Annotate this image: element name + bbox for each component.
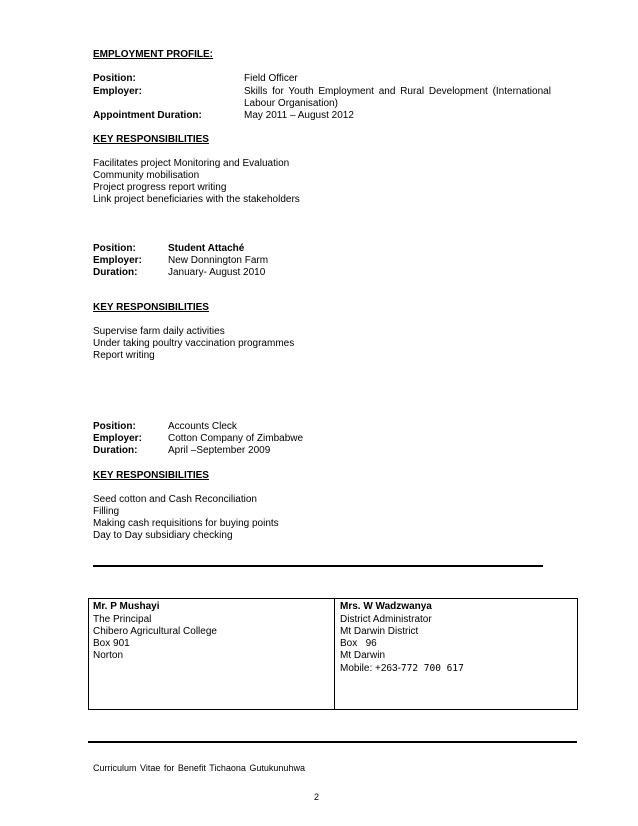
employer-label: Employer: bbox=[93, 433, 142, 444]
referee-left-name: Mr. P Mushayi bbox=[93, 601, 160, 612]
duration-value: January- August 2010 bbox=[168, 267, 266, 278]
referee-left-line: The Principal bbox=[93, 614, 152, 625]
position-label: Position: bbox=[93, 73, 136, 84]
responsibility-item: Filling bbox=[93, 506, 120, 517]
position-value: Student Attaché bbox=[168, 243, 245, 254]
footer-text: Curriculum Vitae for Benefit Tichaona Gutukunuhwa bbox=[93, 763, 305, 773]
employer-value-line1: Skills for Youth Employment and Rural Development (International bbox=[244, 86, 551, 97]
responsibility-item: Day to Day subsidiary checking bbox=[93, 530, 233, 541]
responsibility-item: Seed cotton and Cash Reconciliation bbox=[93, 494, 257, 505]
footer-divider bbox=[88, 741, 577, 743]
position-value: Accounts Cleck bbox=[168, 421, 237, 432]
mobile-number: 772 700 617 bbox=[400, 663, 464, 674]
employer-label: Employer: bbox=[93, 255, 142, 266]
referees-table bbox=[88, 598, 578, 710]
duration-value: April –September 2009 bbox=[168, 445, 271, 456]
referee-right-line: Mt Darwin bbox=[340, 650, 386, 661]
duration-label: Appointment Duration: bbox=[93, 110, 202, 121]
referee-left-line: Norton bbox=[93, 650, 124, 661]
employer-value-line2: Labour Organisation) bbox=[244, 98, 338, 109]
mobile-label: Mobile: +263- bbox=[340, 663, 401, 674]
page-number: 2 bbox=[314, 792, 320, 802]
responsibility-item: Community mobilisation bbox=[93, 170, 200, 181]
employer-label: Employer: bbox=[93, 86, 142, 97]
duration-label: Duration: bbox=[93, 445, 138, 456]
position-label: Position: bbox=[93, 421, 136, 432]
responsibilities-heading: KEY RESPONSIBILITIES bbox=[93, 134, 209, 145]
position-value: Field Officer bbox=[244, 73, 298, 84]
responsibility-item: Project progress report writing bbox=[93, 182, 227, 193]
referee-right-name: Mrs. W Wadzwanya bbox=[340, 601, 432, 612]
employer-value: New Donnington Farm bbox=[168, 255, 269, 266]
employment-profile-heading: EMPLOYMENT PROFILE: bbox=[93, 49, 213, 60]
responsibilities-heading: KEY RESPONSIBILITIES bbox=[93, 302, 209, 313]
responsibilities-heading: KEY RESPONSIBILITIES bbox=[93, 470, 209, 481]
duration-value: May 2011 – August 2012 bbox=[244, 110, 354, 121]
responsibility-item: Link project beneficiaries with the stakeholders bbox=[93, 194, 300, 205]
responsibility-item: Report writing bbox=[93, 350, 155, 361]
responsibility-item: Facilitates project Monitoring and Evaluation bbox=[93, 158, 290, 169]
duration-label: Duration: bbox=[93, 267, 138, 278]
responsibility-item: Supervise farm daily activities bbox=[93, 326, 225, 337]
referees-table-divider bbox=[334, 598, 335, 709]
position-label: Position: bbox=[93, 243, 136, 254]
section-divider bbox=[93, 565, 543, 567]
responsibility-item: Under taking poultry vaccination programmes bbox=[93, 338, 295, 349]
referee-left-line: Box 901 bbox=[93, 638, 130, 649]
referee-left-line: Chibero Agricultural College bbox=[93, 626, 217, 637]
referee-right-mobile bbox=[340, 663, 464, 675]
responsibility-item: Making cash requisitions for buying points bbox=[93, 518, 279, 529]
referee-right-line: Mt Darwin District bbox=[340, 626, 419, 637]
referee-right-line: District Administrator bbox=[340, 614, 432, 625]
employer-value: Cotton Company of Zimbabwe bbox=[168, 433, 304, 444]
referee-right-line: Box 96 bbox=[340, 638, 377, 649]
